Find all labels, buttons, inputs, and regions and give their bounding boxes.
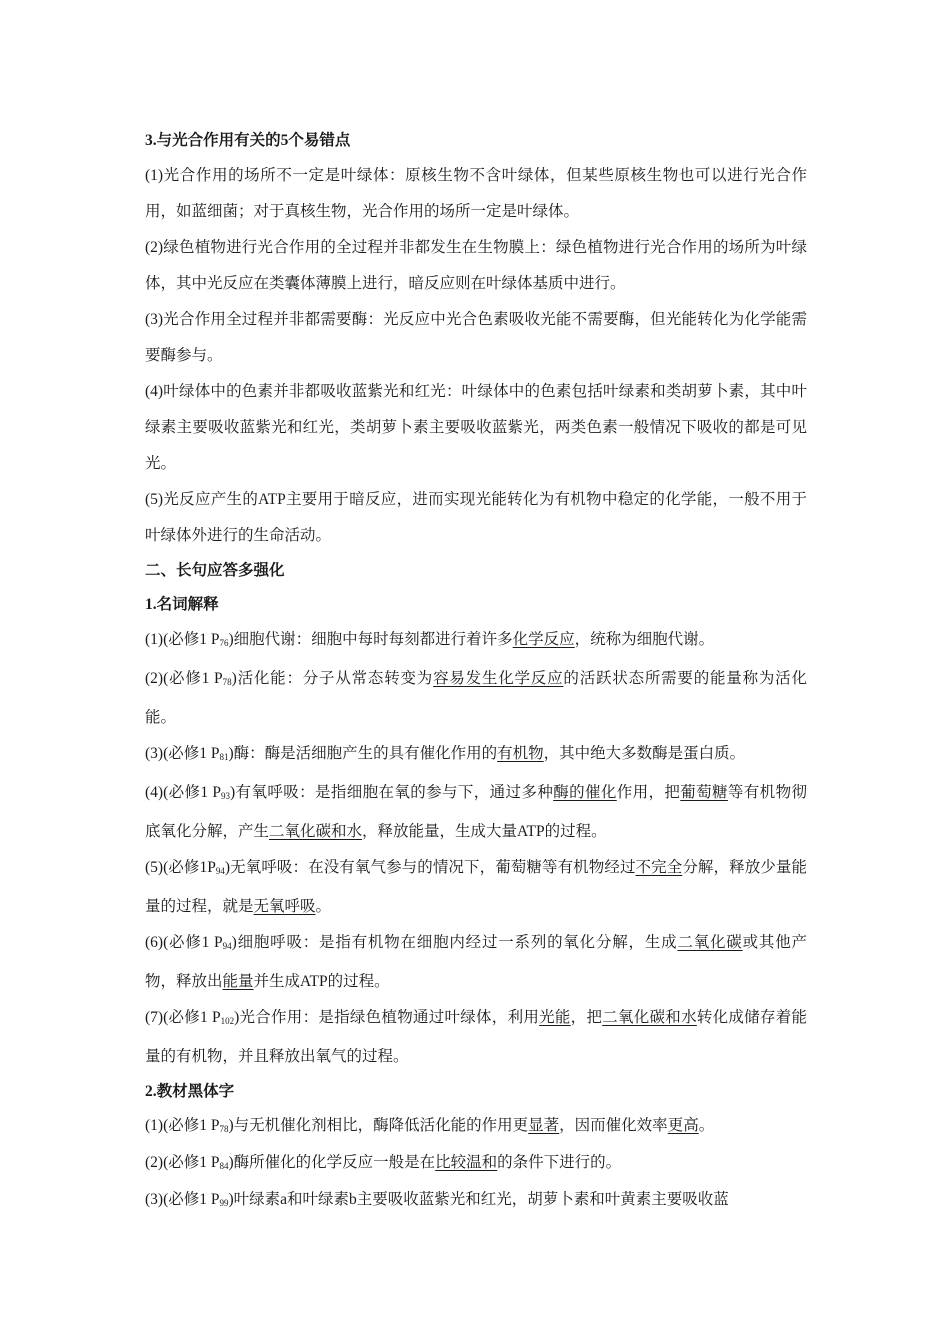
part-heading-long-answers: 二、长句应答多强化 xyxy=(145,562,285,579)
subheading-textbook-bold: 2.教材黑体字 xyxy=(145,1083,235,1100)
blank-answer: 光能 xyxy=(539,1009,571,1026)
page-content xyxy=(145,124,807,1220)
term-definition-7: (7)(必修1 $P_{102}$)光合作用：是指绿色植物通过叶绿体，利用光能，把二氧化碳和水转化成储存着能量的有机物，并且释放出氧气的过程。 xyxy=(145,1009,807,1065)
bold-text-item-2: (2)(必修1 $P_{84}$)酶所催化的化学反应一般是在比较温和的条件下进行的。 xyxy=(145,1154,622,1171)
blank-answer: 二氧化碳 xyxy=(677,934,743,951)
mistake-item-1: (1)光合作用的场所不一定是叶绿体：原核生物不含叶绿体，但某些原核生物也可以进行光合作用，如蓝细菌；对于真核生物，光合作用的场所一定是叶绿体。 xyxy=(145,167,807,220)
blank-answer: 无氧呼吸 xyxy=(253,898,316,915)
blank-answer: 比较温和 xyxy=(435,1154,498,1171)
blank-answer: 二氧化碳和水 xyxy=(602,1009,697,1026)
blank-answer: 有机物 xyxy=(497,745,544,762)
term-definition-6: (6)(必修1 $P_{94}$)细胞呼吸：是指有机物在细胞内经过一系列的氧化分解，生成二氧化碳或其他产物，释放出能量并生成ATP的过程。 xyxy=(145,934,807,990)
blank-answer: 化学反应 xyxy=(512,631,575,648)
bold-text-item-1: (1)(必修1 $P_{78}$)与无机催化剂相比，酶降低活化能的作用更显著，因而催化效率更高。 xyxy=(145,1117,715,1134)
term-definition-2: (2)(必修1 $P_{78}$)活化能：分子从常态转变为容易发生化学反应的活跃状态所需要的能量称为活化能。 xyxy=(145,670,807,726)
blank-answer: 不完全 xyxy=(635,859,683,876)
blank-answer: 酶的催化 xyxy=(553,784,617,801)
mistake-item-5: (5)光反应产生的ATP主要用于暗反应，进而实现光能转化为有机物中稳定的化学能，一般不用于叶绿体外进行的生命活动。 xyxy=(145,491,807,544)
section-heading-mistakes: 3.与光合作用有关的5个易错点 xyxy=(145,132,351,149)
subheading-terms: 1.名词解释 xyxy=(145,596,219,613)
mistake-item-4: (4)叶绿体中的色素并非都吸收蓝紫光和红光：叶绿体中的色素包括叶绿素和类胡萝卜素，其中叶绿素主要吸收蓝紫光和红光，类胡萝卜素主要吸收蓝紫光，两类色素一般情况下吸收的都是可见光。 xyxy=(145,383,807,472)
blank-answer: 二氧化碳和水 xyxy=(269,823,363,840)
term-definition-5: (5)(必修$1P_{94}$)无氧呼吸：在没有氧气参与的情况下，葡萄糖等有机物经过不完全分解，释放少量能量的过程，就是无氧呼吸。 xyxy=(145,859,807,915)
term-definition-1: (1)(必修1 $P_{76}$)细胞代谢：细胞中每时每刻都进行着许多化学反应，统称为细胞代谢。 xyxy=(145,631,715,648)
blank-answer: 能量 xyxy=(222,973,254,990)
term-definition-4: (4)(必修1 $P_{93}$)有氧呼吸：是指细胞在氧的参与下，通过多种酶的催化作用，把葡萄糖等有机物彻底氧化分解，产生二氧化碳和水，释放能量，生成大量ATP的过程。 xyxy=(145,784,807,840)
term-definition-3: (3)(必修1 $P_{81}$)酶：酶是活细胞产生的具有催化作用的有机物，其中绝大多数酶是蛋白质。 xyxy=(145,745,746,762)
mistake-item-2: (2)绿色植物进行光合作用的全过程并非都发生在生物膜上：绿色植物进行光合作用的场所为叶绿体，其中光反应在类囊体薄膜上进行，暗反应则在叶绿体基质中进行。 xyxy=(145,239,807,292)
blank-answer: 葡萄糖 xyxy=(680,784,728,801)
blank-answer: 显著 xyxy=(528,1117,560,1134)
blank-answer: 容易发生化学反应 xyxy=(433,670,564,687)
bold-text-item-3: (3)(必修1 $P_{99}$)叶绿素a和叶绿素b主要吸收蓝紫光和红光，胡萝卜素和叶黄素主要吸收蓝 xyxy=(145,1191,729,1208)
mistake-item-3: (3)光合作用全过程并非都需要酶：光反应中光合色素吸收光能不需要酶，但光能转化为化学能需要酶参与。 xyxy=(145,311,807,364)
blank-answer: 更高 xyxy=(667,1117,699,1134)
